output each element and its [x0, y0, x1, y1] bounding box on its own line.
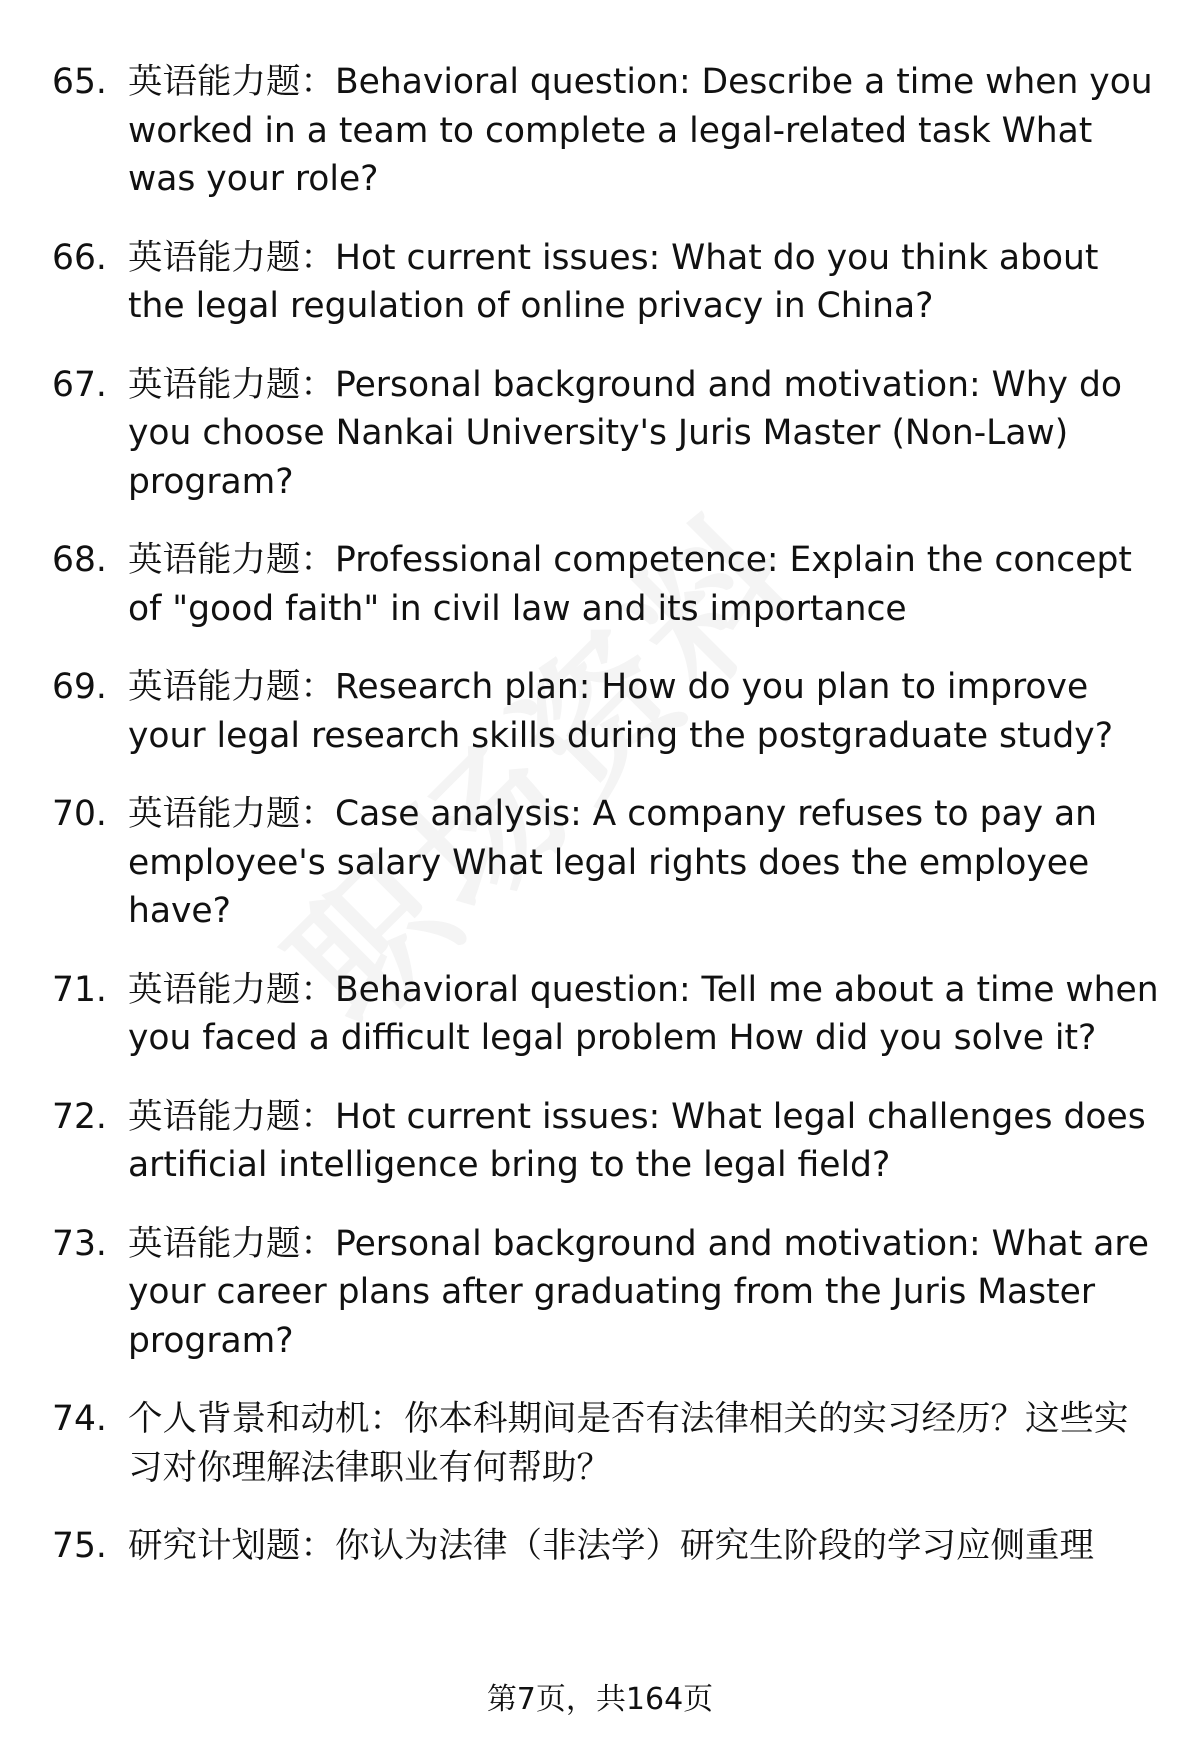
question-item	[52, 1395, 1162, 1492]
question-text: 个人背景和动机：你本科期间是否有法律相关的实习经历？这些实习对你理解法律职业有何帮助？	[128, 1399, 1129, 1488]
question-text: 英语能力题：Personal background and motivation: Why do you choose Nankai University's Juris Master (Non-Law) program?	[128, 364, 1122, 502]
question-number: 68.	[52, 540, 107, 580]
question-item	[52, 361, 1162, 507]
question-text: 英语能力题：Case analysis: A company refuses to pay an employee's salary What legal rights does the employee have?	[128, 794, 1098, 931]
question-item	[52, 1093, 1162, 1190]
question-number: 67.	[52, 364, 107, 405]
question-item	[52, 966, 1162, 1063]
question-item	[52, 536, 1162, 633]
question-number: 74.	[52, 1399, 107, 1439]
question-number: 71.	[52, 969, 107, 1010]
question-number: 73.	[52, 1223, 107, 1264]
question-text: 英语能力题：Hot current issues: What legal challenges does artificial intelligence bring to the legal field?	[128, 1096, 1146, 1185]
question-number: 72.	[52, 1096, 107, 1137]
question-number: 70.	[52, 794, 107, 834]
question-text: 英语能力题：Research plan: How do you plan to improve your legal research skills during the postgraduate study?	[128, 667, 1114, 756]
question-number: 75.	[52, 1526, 107, 1566]
question-text: 英语能力题：Hot current issues: What do you think about the legal regulation of online privacy in China?	[128, 237, 1099, 326]
question-text: 研究计划题：你认为法律（非法学）研究生阶段的学习应侧重理	[128, 1526, 1094, 1566]
question-item	[52, 234, 1162, 331]
question-item	[52, 1522, 1162, 1571]
page-footer: 第7页，共164页	[486, 1682, 714, 1717]
question-item	[52, 1220, 1162, 1366]
question-number: 66.	[52, 237, 107, 278]
question-item	[52, 663, 1162, 760]
question-list	[52, 58, 1162, 1571]
question-item	[52, 58, 1162, 204]
question-text: 英语能力题：Behavioral question: Tell me about a time when you faced a difficult legal problem How did you solve it?	[128, 969, 1159, 1058]
question-text: 英语能力题：Behavioral question: Describe a time when you worked in a team to complete a legal-related task What was your role?	[128, 62, 1153, 199]
question-number: 69.	[52, 667, 107, 707]
question-text: 英语能力题：Personal background and motivation: What are your career plans after graduating from the Juris Master program?	[128, 1223, 1149, 1361]
question-text: 英语能力题：Professional competence: Explain the concept of "good faith" in civil law and its importance	[128, 540, 1132, 629]
question-item	[52, 790, 1162, 936]
question-number: 65.	[52, 62, 107, 102]
